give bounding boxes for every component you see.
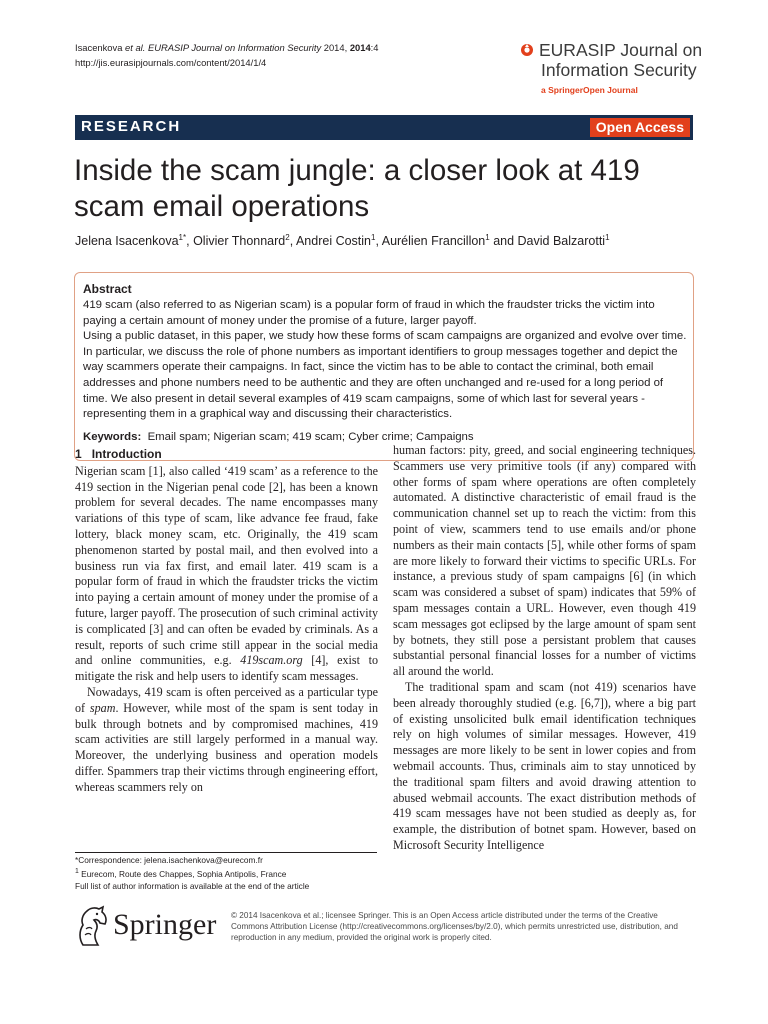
author-affiliation-marker: 1	[485, 233, 490, 242]
author-info-note: Full list of author information is available at the end of the article	[75, 880, 310, 891]
springer-wordmark: Springer	[113, 908, 217, 941]
body-paragraph: human factors: pity, greed, and social engineering techniques. Scammers use very primitive tools (if any) compared with other forms of spam where operations are often completely automated. A distinctive characteristic of email fraud is the communication channel set up to reach the victim: from this point of view, scammers tend to use emails and/or phone numbers as their main contacts [5], while other forms of spam are more likely to forward their victims to specific URLs. For instance, a previous study of spam campaigns [6] (in which scam was considered a subset of spam) indicates that 59% of spam messages contain a URL. However, even though 419 scam messages got eclipsed by the large amount of spam sent by botnets, they still pose a persistant problem that causes substantial personal financial losses for a number of victims all around the world.	[393, 443, 696, 679]
research-banner	[75, 115, 693, 140]
springeropen-logo-icon	[520, 43, 534, 57]
open-access-badge: Open Access	[590, 118, 690, 137]
body-paragraph: Nigerian scam [1], also called ‘419 scam’ as a reference to the 419 section in the Nigerian penal code [2], has been a known problem for several decades. The name encompasses many variations of this type of scam, like advance fee fraud, fake lottery, black money scam, etc. Originally, the 419 scam phenomenon started by postal mail, and then evolved into a business run via fax first, and email later. 419 scam is a popular form of fraud in which the fraudster tricks the victim into paying a certain amount of money under the promise of a future, larger payoff. The prosecution of such criminal activity is complicated [3] and can often be evaded by criminals. As a result, reports of such crime still appear in the social media and online communities, e.g. 419scam.org [4], exist to mitigate the risk and help users to identify scam messages.	[75, 463, 378, 684]
author-name: Olivier Thonnard	[193, 234, 286, 249]
journal-logo	[520, 40, 720, 95]
abstract-paragraph: 419 scam (also referred to as Nigerian scam) is a popular form of fraud in which the fraudster tricks the victim into paying a certain amount of money under the promise of a future, larger payoff.	[83, 299, 655, 327]
left-column	[75, 447, 378, 796]
springer-logo	[73, 905, 223, 949]
abstract-box	[74, 272, 694, 461]
section-number: 1	[75, 447, 82, 461]
section-heading	[75, 447, 378, 463]
article-type-label: RESEARCH	[81, 118, 182, 135]
article-title: Inside the scam jungle: a closer look at 419 scam email operations	[74, 154, 640, 223]
author-affiliation-marker: 1	[605, 233, 610, 242]
keywords-line	[83, 431, 474, 443]
journal-publisher-line: a SpringerOpen Journal	[541, 85, 638, 95]
footnotes	[75, 855, 309, 892]
correspondence-note: *Correspondence: jelena.isachenkova@eurecom.fr	[75, 855, 263, 865]
citation-volume: 2014	[349, 42, 371, 53]
keywords-list: Email spam; Nigerian scam; 419 scam; Cyber crime; Campaigns	[147, 431, 474, 443]
affiliation-note: $^1$ Eurecom, Route des Chappes, Sophia Antipolis, France	[75, 868, 287, 880]
citation-article-number: :4	[370, 42, 379, 53]
author-affiliation-marker: 1*	[178, 233, 187, 242]
article-url-link[interactable]: http://jis.eurasipjournals.com/content/2014/1/4	[75, 56, 267, 68]
section-title: Introduction	[91, 447, 162, 461]
keywords-label: Keywords:	[83, 431, 142, 443]
citation-authors: Isacenkova	[75, 42, 126, 53]
author-affiliation-marker: 2	[285, 233, 290, 242]
journal-name-line1: EURASIP Journal on	[539, 40, 703, 60]
abstract-paragraph: Using a public dataset, in this paper, we study how these forms of scam campaigns are organized and evolve over time. In particular, we discuss the role of phone numbers as important identifiers to group messages together and depict the way scammers operate their campaigns. In fact, since the victim has to be able to contact the criminal, both email addresses and phone numbers need to be authentic and they are often unchanged and re-used for a long period of time. We also present in detail several examples of 419 scam campaigns, some of which last for several years - representing them in a graphical way and discussing their characteristics.	[83, 330, 687, 421]
license-statement: © 2014 Isacenkova et al.; licensee Springer. This is an Open Access article distributed under the terms of the Creative Commons Attribution License (http://creativecommons.org/licenses/by/2.0), which permits unrestricted use, distribution, and reproduction in any medium, provided the original work is properly cited.	[231, 911, 678, 942]
author-name: Jelena Isacenkova	[75, 234, 179, 249]
journal-name-line2: Information Security	[541, 60, 697, 80]
abstract-heading: Abstract	[83, 282, 132, 296]
author-name: Aurélien Francillon	[381, 234, 486, 249]
citation-header	[75, 41, 379, 70]
citation-year: 2014,	[321, 42, 350, 53]
author-name: David Balzarotti	[517, 234, 606, 249]
author-list: Jelena Isacenkova$^{1*}$, Olivier Thonnard$^2$, Andrei Costin$^1$, Aurélien Francillon$^1$ and David Balzarotti$^1$	[75, 233, 610, 249]
body-paragraph: The traditional spam and scam (not 419) scenarios have been already thoroughly studied (e.g. [6,7]), where a big part of existing unsolicited bulk email identification techniques rely on high volumes of similar messages. However, 419 messages are more likely to be sent in lower copies and from webmail accounts. Thus, criminals aim to stay unnoticed by the traditional spam filters and avoid drawing attention to abused webmail accounts. The exact distribution methods of 419 scam messages have not been studied as deeply as, for example, the distribution of botnet spam. However, based on Microsoft Security Intelligence	[393, 679, 696, 852]
emphasis-term: spam	[89, 700, 116, 715]
author-affiliation-marker: 1	[371, 233, 376, 242]
website-name: 419scam.org	[240, 653, 303, 668]
abstract-text	[83, 298, 687, 423]
springer-horse-icon	[73, 905, 109, 947]
body-paragraph: Nowadays, 419 scam is often perceived as a particular type of spam. However, while most of the spam is sent today in bulk through botnets and by compromised machines, 419 scam activities are still largely performed in a manual way. Moreover, the underlying business and operation models differ. Spammers trap their victims through engineering effort, whereas scammers rely on	[75, 684, 378, 794]
right-column	[393, 443, 696, 854]
footnote-divider	[75, 852, 377, 853]
author-name: Andrei Costin	[295, 234, 372, 249]
citation-journal: et al. EURASIP Journal on Information Security	[125, 42, 322, 53]
